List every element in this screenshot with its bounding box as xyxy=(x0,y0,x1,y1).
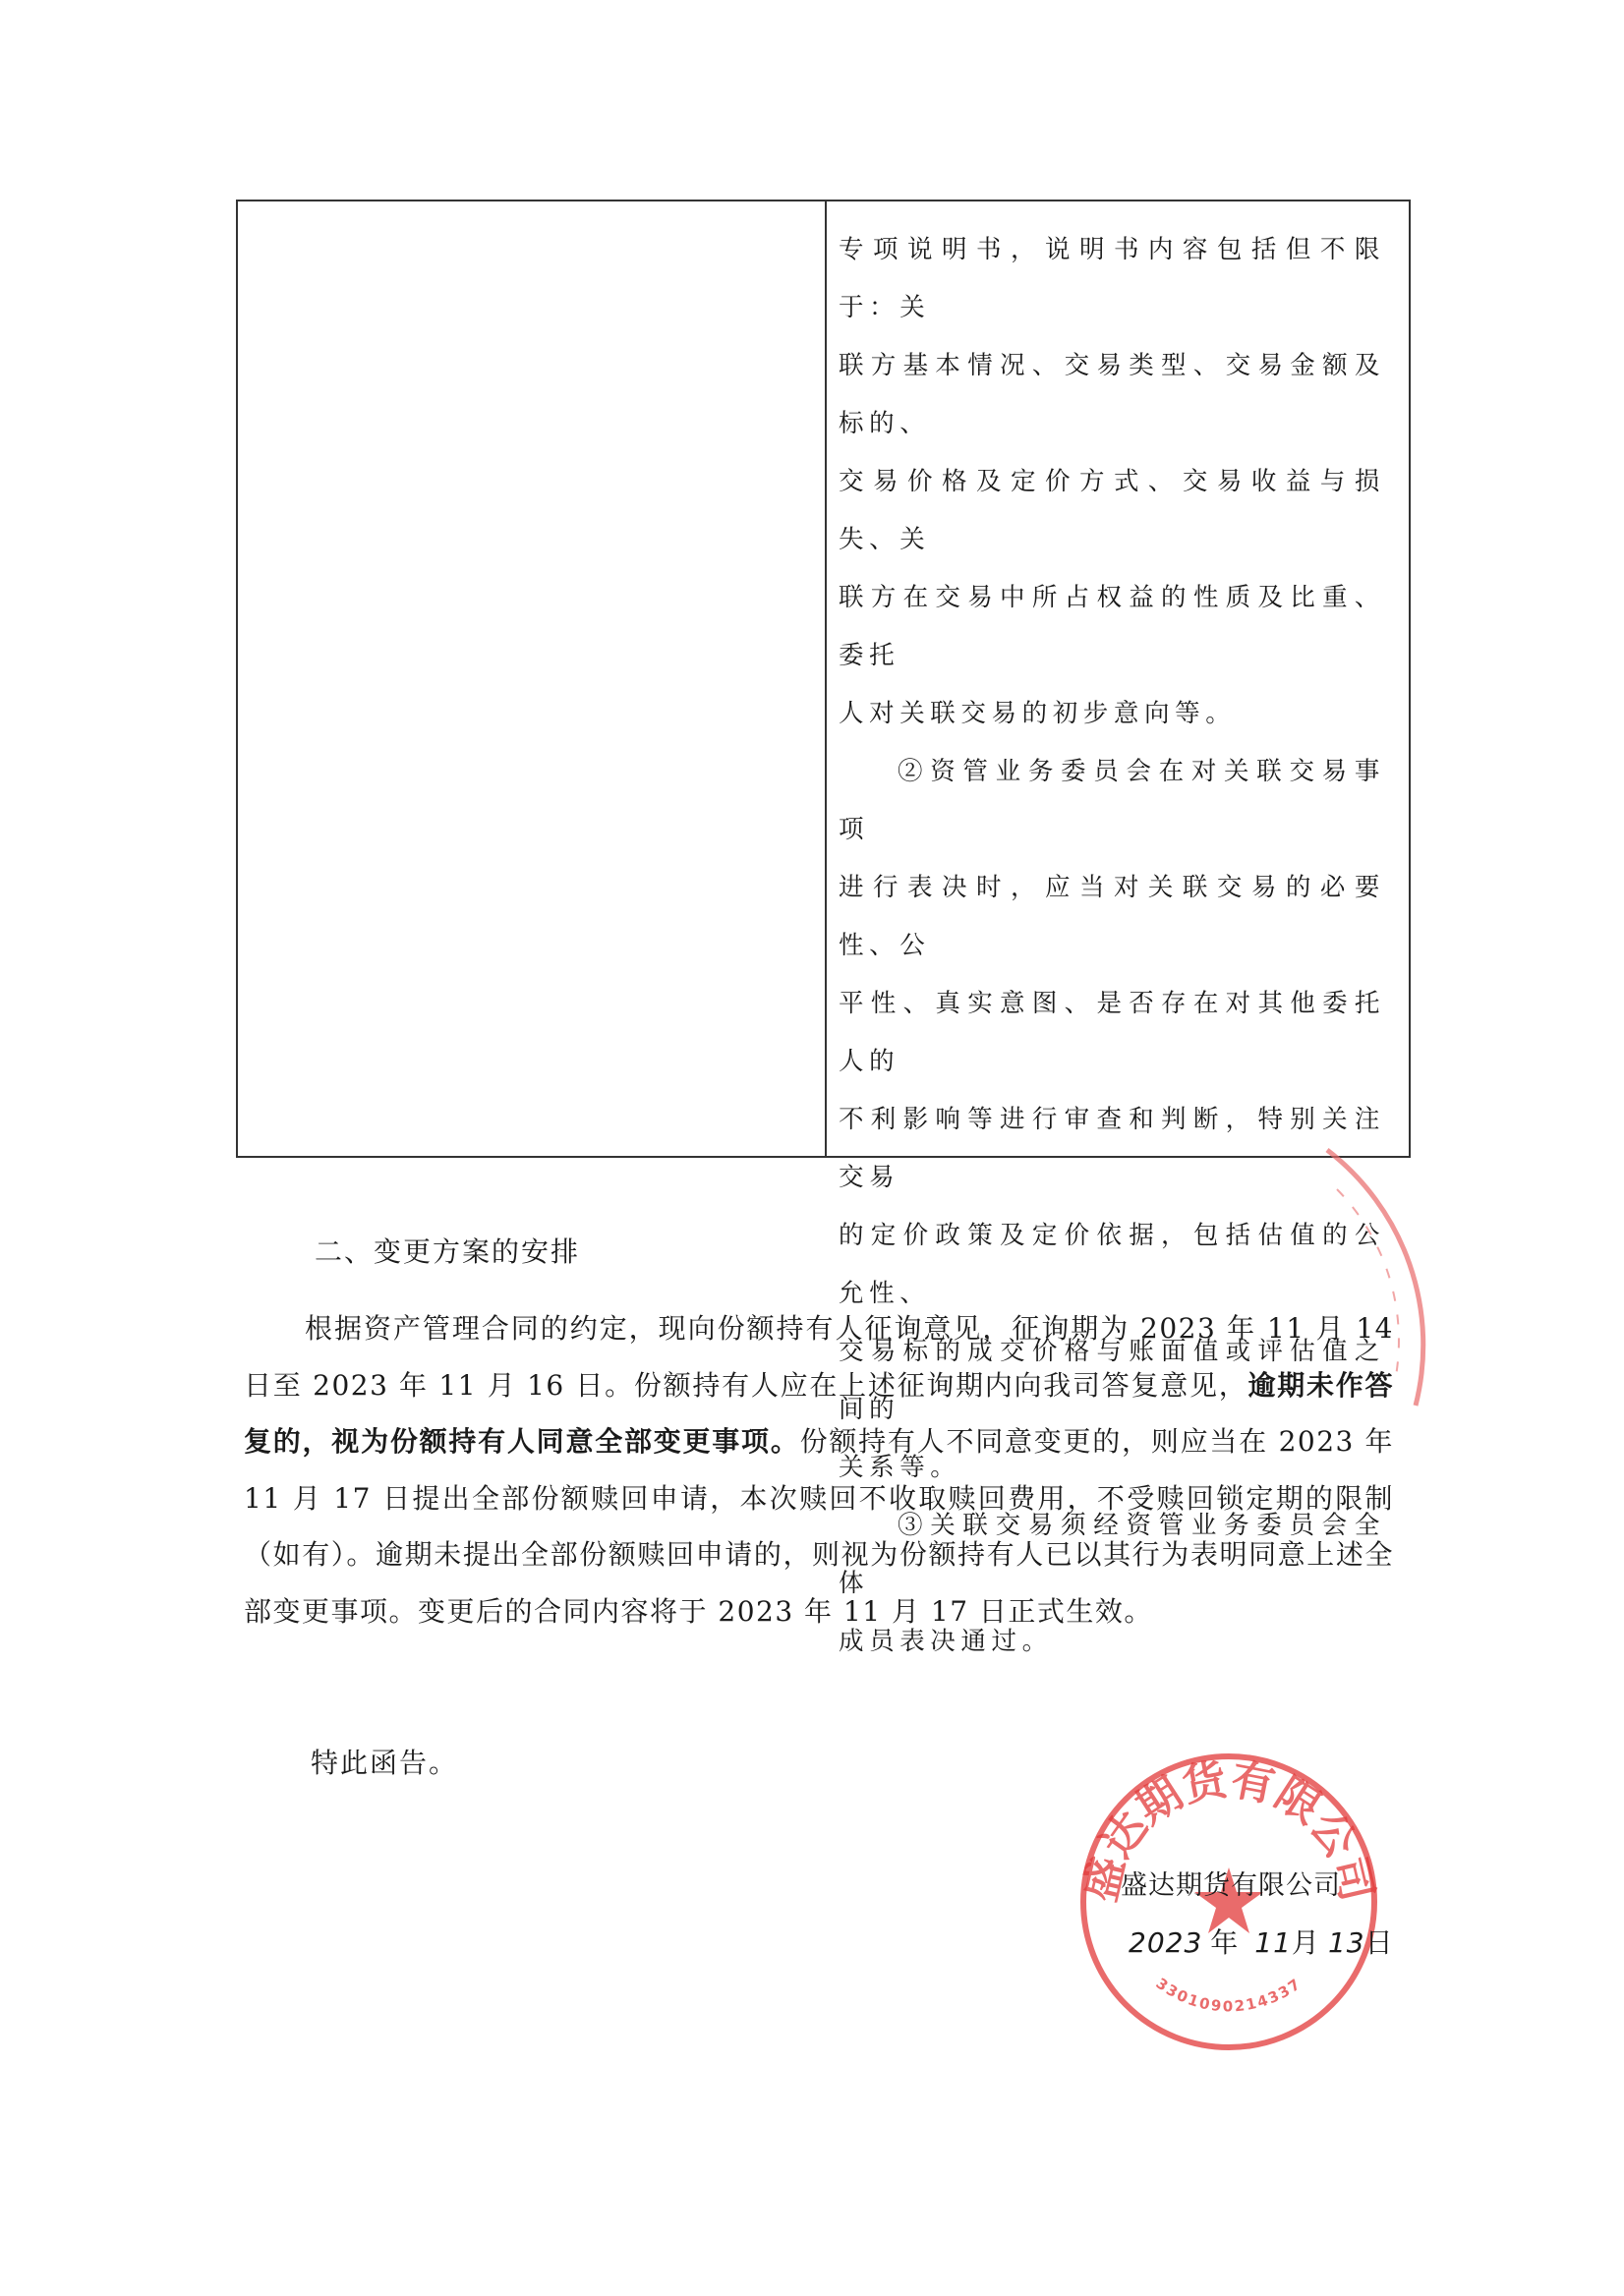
seal-text: 盛达期货有限公司 xyxy=(1075,1754,1382,1907)
text-line: ③关联交易须经资管业务委员会全体 xyxy=(839,1511,1385,1598)
text-line: 交易标的成交价格与账面值或评估值之间的 xyxy=(839,1337,1385,1424)
signature-company: 盛达期货有限公司 xyxy=(1121,1870,1341,1901)
text-line: 平性、真实意图、是否存在对其他委托人的 xyxy=(839,989,1385,1076)
text-line: ②资管业务委员会在对关联交易事项 xyxy=(839,757,1385,844)
section-heading: 二、变更方案的安排 xyxy=(315,1235,581,1268)
body-paragraph xyxy=(244,1300,1394,1639)
partial-seal-stamp xyxy=(1307,1130,1435,1425)
text-line: 的定价政策及定价依据，包括估值的公允性、 xyxy=(839,1221,1385,1308)
date-day: 13 xyxy=(1327,1926,1365,1959)
table-right-cell xyxy=(827,201,1409,1656)
date-year-unit: 年 xyxy=(1210,1928,1240,1959)
text-line: 联方在交易中所占权益的性质及比重、委托 xyxy=(839,583,1385,670)
text-line: 专项说明书，说明书内容包括但不限于：关 xyxy=(839,235,1385,322)
text-line: 联方基本情况、交易类型、交易金额及标的、 xyxy=(839,351,1385,438)
text-line: 成员表决通过。 xyxy=(839,1627,1053,1656)
date-month-unit: 月 xyxy=(1291,1928,1320,1959)
text-line: 关系等。 xyxy=(839,1453,961,1482)
right-cell-para1 xyxy=(839,221,1409,743)
body-text-part2: 份额持有人不同意变更的，则应当在 2023 年 11 月 17 日提出全部份额赎回申请，本次赎回不收取赎回费用，不受赎回锁定期的限制（如有）。逾期未提出全部份额赎回申请的，则视为份额持有人已以其行为表明同意上述全部变更事项。变更后的合同内容将于 2023 年 11 月 17 日正式生效。 xyxy=(244,1425,1394,1628)
date-year: 2023 xyxy=(1129,1926,1203,1959)
body-text-part1: 根据资产管理合同的约定，现向份额持有人征询意见，征询期为 2023 年 11 月 14 日至 2023 年 11 月 16 日。份额持有人应在上述征询期内向我司答复意见， xyxy=(244,1312,1394,1402)
date-month: 11 xyxy=(1254,1926,1292,1959)
closing-text: 特此函告。 xyxy=(311,1747,459,1779)
svg-text:3301090214337 xyxy=(1153,1975,1305,2016)
seal-number: 3301090214337 xyxy=(1152,1974,1305,2016)
text-line: 不利影响等进行审查和判断，特别关注交易 xyxy=(839,1105,1385,1192)
date-day-unit: 日 xyxy=(1364,1928,1394,1959)
text-line: 进行表决时，应当对关联交易的必要性、公 xyxy=(839,873,1385,960)
table-left-cell xyxy=(238,201,825,1156)
signature-date xyxy=(1129,1922,1394,1961)
text-line: 人对关联交易的初步意向等。 xyxy=(839,699,1237,728)
text-line: 交易价格及定价方式、交易收益与损失、关 xyxy=(839,467,1385,554)
body-bold-text: 逾期未作答复的，视为份额持有人同意全部变更事项。 xyxy=(244,1368,1394,1458)
company-seal-stamp xyxy=(1072,1745,1386,2059)
